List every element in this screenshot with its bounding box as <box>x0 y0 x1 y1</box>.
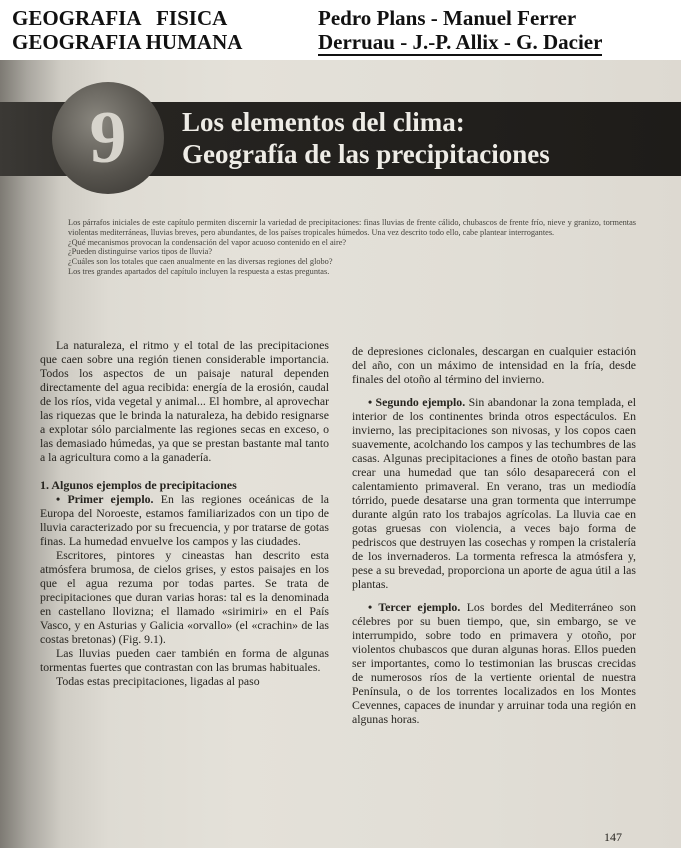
example-3-label: • Tercer ejemplo. <box>368 600 461 614</box>
chapter-number: 9 <box>89 97 127 179</box>
right-column <box>352 344 636 726</box>
subject-title-2: GEOGRAFIA HUMANA <box>12 30 243 54</box>
chapter-intro <box>68 218 636 277</box>
intro-question-3: ¿Cuáles son los totales que caen anualmente en las diversas regiones del globo? <box>68 257 333 267</box>
example-3-text: Los bordes del Mediterráneo son célebres por su buen tiempo, que, sin embargo, se ve interrumpido, sobre todo en primavera y otoño, por violentos chubascos que duran algunas horas. Ellos pueden ser importantes, como lo testimonian las bruscas crecidas de numerosos ríos de la vertiente oriental de nuestra Península, o de los torrentes localizados en los Montes Cevennes, capaces de inundar y arruinar toda una región en algunas horas. <box>352 600 636 726</box>
subject-title-1: GEOGRAFIA FISICA <box>12 6 228 30</box>
example-3-paragraph <box>352 600 636 726</box>
paragraph-storms: Las lluvias pueden caer también en forma de algunas tormentas fuertes que contrastan con las brumas habituales. <box>40 646 329 674</box>
chapter-title-line-1: Los elementos del clima: <box>182 107 465 137</box>
left-column <box>40 338 329 688</box>
intro-question-1: ¿Qué mecanismos provocan la condensación del vapor acuoso contenido en el aire? <box>68 237 347 247</box>
book-page <box>0 60 681 848</box>
example-1-paragraph <box>40 492 329 548</box>
section-heading: 1. Algunos ejemplos de precipitaciones <box>40 478 237 492</box>
chapter-title-line-2: Geografía de las precipitaciones <box>182 139 550 169</box>
page-number: 147 <box>604 830 622 844</box>
intro-text: Los párrafos iniciales de este capítulo permiten discernir la variedad de precipitaciones: finas lluvias de frente cálido, chubascos de frente frío, nieve y granizo, tormentas violentas mediterráneas, lluvias breves, pero abundantes, de los países tropicales húmedos. Una vez descrito todo ello, cabe plantear interrogantes. <box>68 218 636 237</box>
subject-titles <box>12 6 242 54</box>
chapter-title <box>182 106 550 170</box>
example-1-text: En las regiones oceánicas de la Europa del Noroeste, estamos familiarizados con un tipo de lluvia caracterizado por su frecuencia, y por tratarse de gotas finas. La humedad envuelve los campos y las ciudades. <box>40 492 329 548</box>
book-header <box>0 0 681 60</box>
authors <box>318 6 602 54</box>
example-2-text: Sin abandonar la zona templada, el interior de los continentes brinda otros espectáculos. En invierno, las precipitaciones son nivosas, y los copos caen suavemente, acolchando los campos y las techumbres de las casas. Algunas precipitaciones a fines de otoño bastan para crear una humedad que tan sólo desaparecerá con el calentamiento primaveral. En verano, tras un mediodía tórrido, puede desatarse una gran tormenta que interrumpe durante algún rato los trabajos agrícolas. La lluvia cae en gotas gruesas con violencia, a veces bajo forma de pedriscos que destruyen las cosechas y rompen la cristalería de los invernaderos. La tormenta refresca la atmósfera y, pese a su brevedad, proporciona un aporte de agua útil a las plantas. <box>352 395 636 591</box>
example-1-label: • Primer ejemplo. <box>56 492 154 506</box>
intro-question-2: ¿Pueden distinguirse varios tipos de lluvia? <box>68 247 213 257</box>
authors-line-2: Derruau - J.-P. Allix - G. Dacier <box>318 30 603 54</box>
continued-paragraph: de depresiones ciclonales, descargan en cualquier estación del año, con un máximo de intensidad en la fría, desde finales del otoño al término del invierno. <box>352 344 636 386</box>
paragraph-continuation: Todas estas precipitaciones, ligadas al paso <box>56 674 260 688</box>
example-2-label: • Segundo ejemplo. <box>368 395 466 409</box>
authors-line-1: Pedro Plans - Manuel Ferrer <box>318 6 577 30</box>
paragraph-atmosphere: Escritores, pintores y cineastas han descrito esta atmósfera brumosa, de cielos grises, y estos paisajes en los que el agua rezuma por todas partes. Se trata de precipitaciones que duran varias horas: tal es la denominada en castellano llovizna; el llamado «sirimiri» en el País Vasco, y en Asturias y Galicia «orvallo» (el «crachin» de las costas bretonas) (Fig. 9.1). <box>40 548 329 646</box>
intro-closing: Los tres grandes apartados del capítulo incluyen la respuesta a estas preguntas. <box>68 266 330 276</box>
opening-paragraph: La naturaleza, el ritmo y el total de las precipitaciones que caen sobre una región tienen considerable importancia. Todos los aspectos de un paisaje natural dependen directamente del agua recibida: energía de la erosión, caudal de los ríos, vida vegetal y animal... El hombre, al aprovechar las riquezas que le brinda la naturaleza, ha debido resignarse a explotar sólo parcialmente las regiones secas en exceso, o las demasiado húmedas, ya que se prestan bastante mal tanto a la agricultura como a la ganadería. <box>40 338 329 464</box>
example-2-paragraph <box>352 395 636 591</box>
